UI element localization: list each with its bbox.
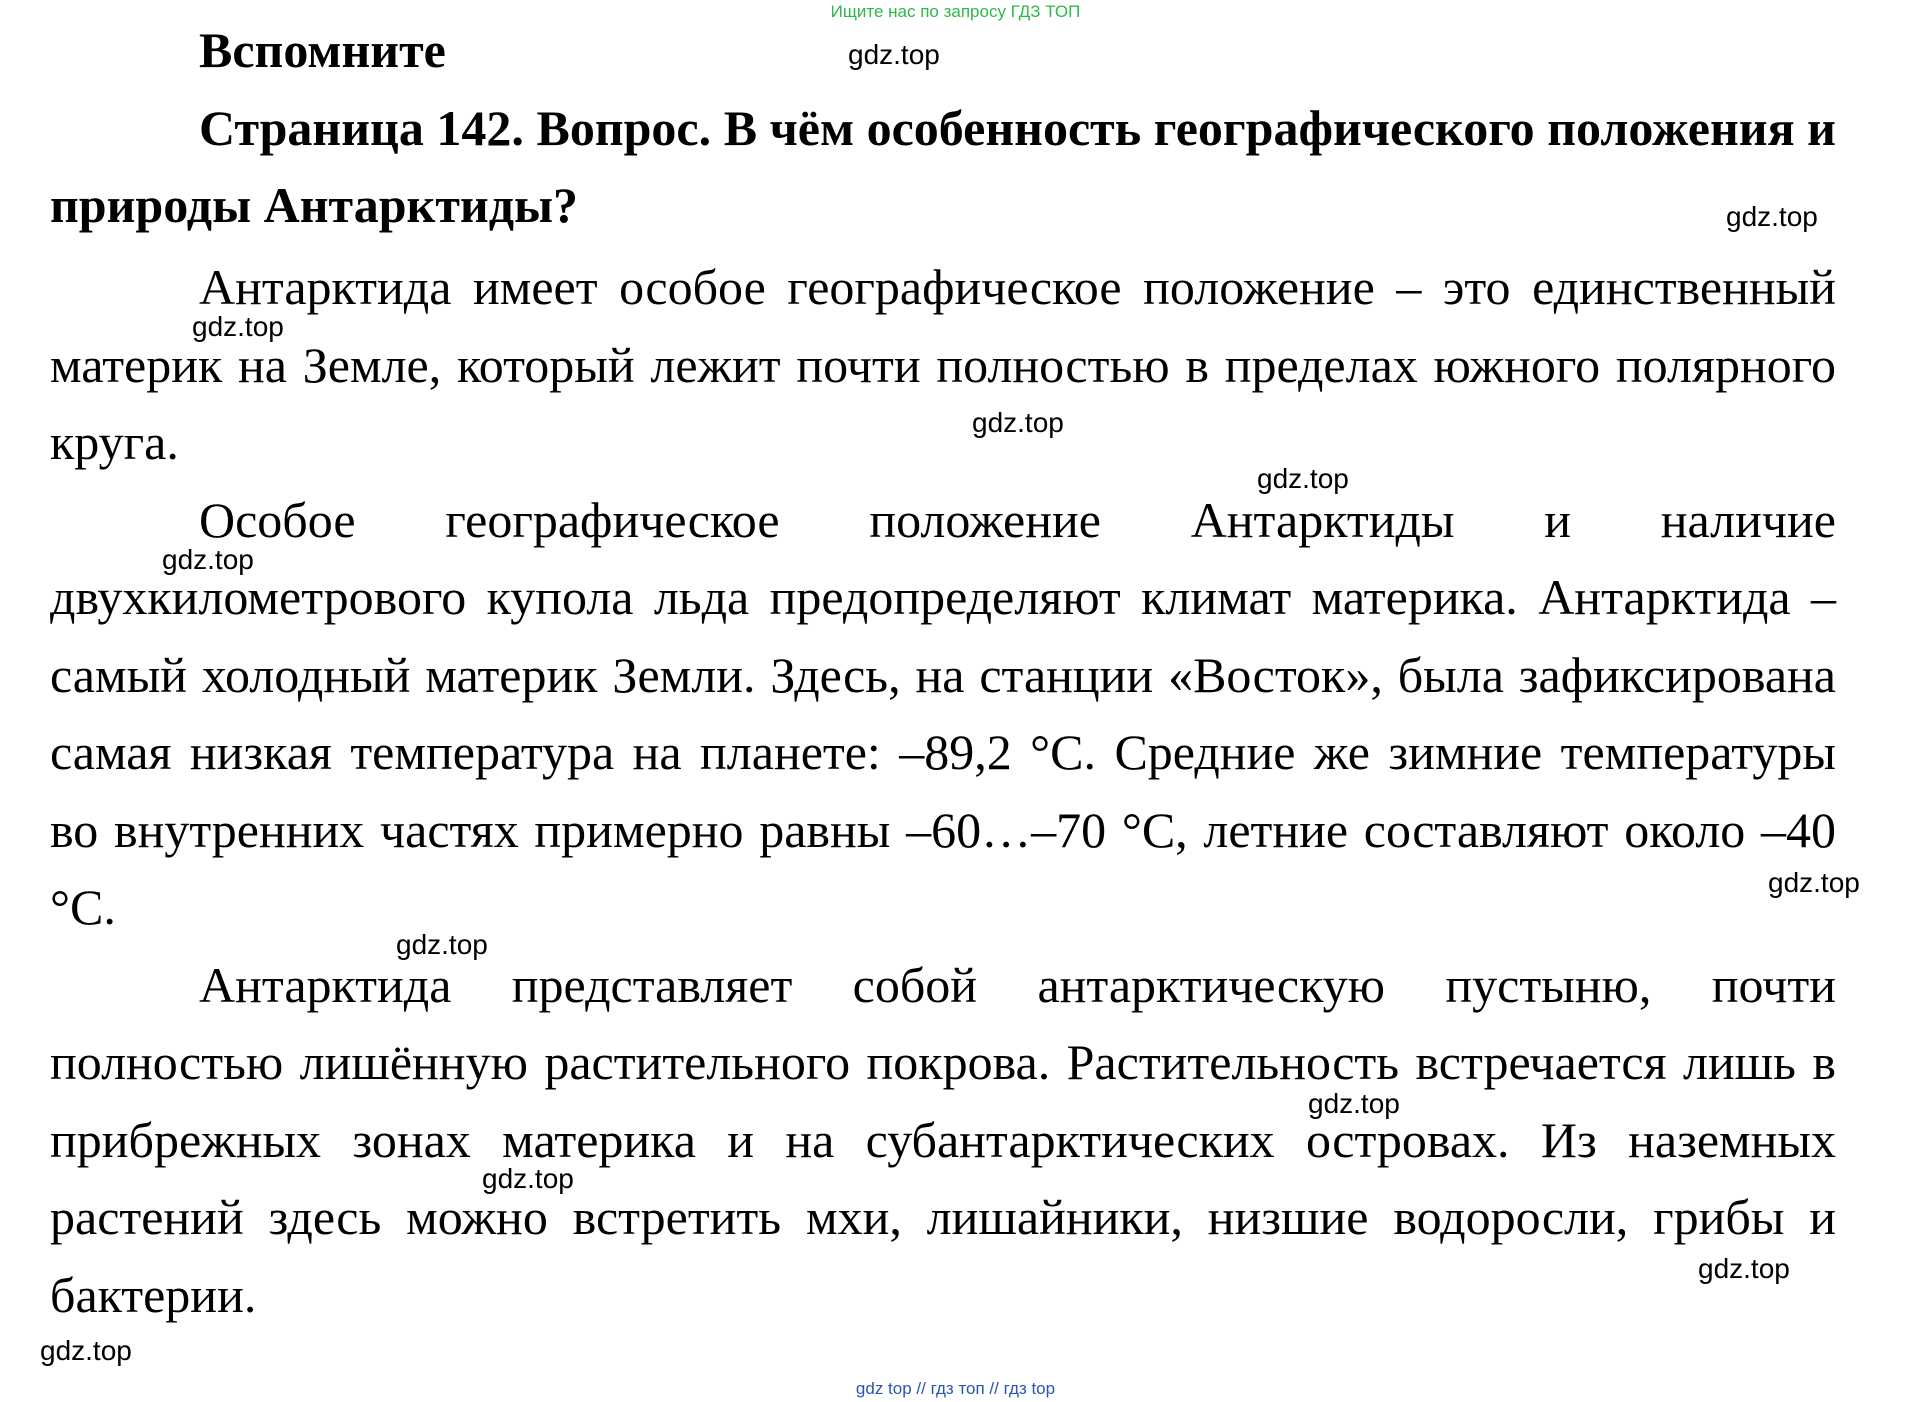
top-banner: Ищите нас по запросу ГДЗ ТОП	[830, 2, 1081, 21]
answer-paragraph-3: Антарктида представляет собой антарктическую пустыню, почти полностью лишённую растительного покрова. Растительность встречается лишь в прибрежных зонах материка и на субантарктических островах. Из наземных растений здесь можно встретить мхи, лишайники, низшие водоросли, грибы и бактерии.	[50, 956, 1836, 1323]
answer-paragraph-1: Антарктида имеет особое географическое положение – это единственный материк на Земле, который лежит почти полностью в пределах южного полярного круга.	[50, 259, 1836, 470]
section-heading: Вспомните	[199, 22, 446, 78]
watermark: gdz.top	[40, 1335, 132, 1366]
document-body	[50, 20, 1840, 1334]
watermark: gdz.top	[162, 544, 254, 575]
watermark: gdz.top	[972, 407, 1064, 438]
answer-paragraph-2: Особое географическое положение Антарктиды и наличие двухкилометрового купола льда предопределяют климат материка. Антарктида – самый холодный материк Земли. Здесь, на станции «Восток», была зафиксирована самая низкая температура на планете: –89,2 °С. Средние же зимние температуры во внутренних частях примерно равны –60…–70 °С, летние составляют около –40 °С.	[50, 491, 1836, 935]
watermark: gdz.top	[192, 311, 284, 342]
watermark: gdz.top	[1257, 463, 1349, 494]
watermark: gdz.top	[396, 929, 488, 960]
watermark: gdz.top	[1726, 201, 1818, 232]
watermark: gdz.top	[1308, 1088, 1400, 1119]
watermark: gdz.top	[848, 39, 940, 70]
watermark: gdz.top	[1698, 1253, 1790, 1284]
watermark: gdz.top	[1768, 867, 1860, 898]
watermark: gdz.top	[482, 1163, 574, 1194]
bottom-banner: gdz top // гдз топ // гдз top	[855, 1379, 1056, 1398]
question-title: Страница 142. Вопрос. В чём особенность географического положения и природы Антарктиды?	[50, 100, 1836, 233]
